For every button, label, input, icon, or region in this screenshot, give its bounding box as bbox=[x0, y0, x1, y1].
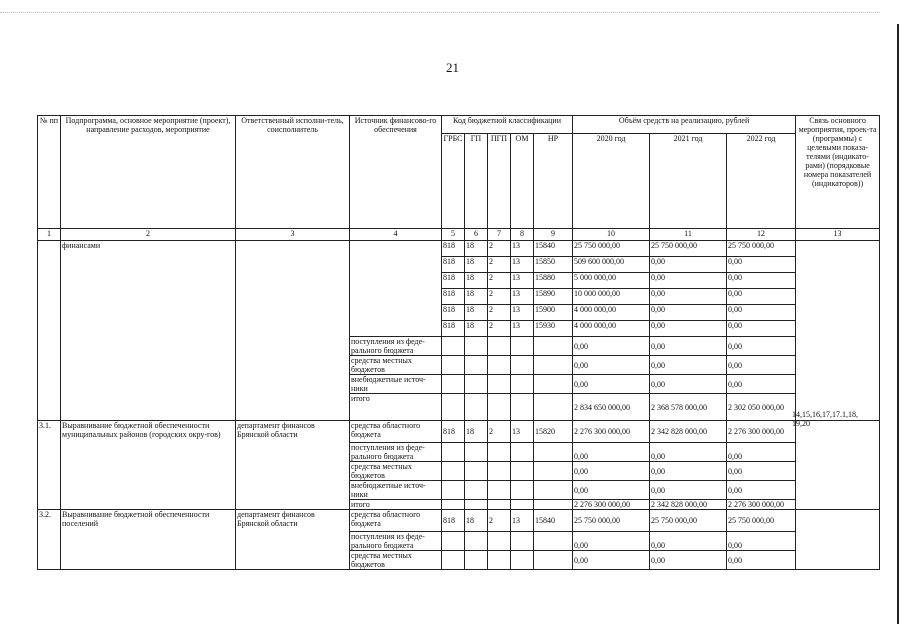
cell-2022: 0,00 bbox=[727, 257, 796, 273]
row-source bbox=[350, 241, 442, 337]
cell-2021: 0,00 bbox=[650, 289, 727, 305]
cell-pgp: 2 bbox=[488, 257, 511, 273]
header-budget-code: Код бюджетной классификации bbox=[442, 116, 573, 134]
cell-gp: 18 bbox=[465, 257, 488, 273]
cell-source: итого bbox=[350, 394, 442, 421]
col-num: 8 bbox=[511, 229, 534, 241]
cell-2021: 2 342 828 000,00 bbox=[650, 421, 727, 443]
cell-2021: 0,00 bbox=[650, 257, 727, 273]
cell-pgp: 2 bbox=[488, 241, 511, 257]
scan-edge-right bbox=[897, 24, 899, 624]
cell-source: средства местных бюджетов bbox=[350, 551, 442, 570]
cell-2022: 25 750 000,00 bbox=[727, 241, 796, 257]
cell-om: 13 bbox=[511, 289, 534, 305]
cell-source: внебюджетные источ-ники bbox=[350, 481, 442, 500]
cell-2021: 0,00 bbox=[650, 443, 727, 462]
cell-om: 13 bbox=[511, 305, 534, 321]
cell-2021: 0,00 bbox=[650, 481, 727, 500]
row-program: финансами bbox=[61, 241, 236, 421]
cell-2021: 25 750 000,00 bbox=[650, 241, 727, 257]
cell-source: средства областного бюджета bbox=[350, 510, 442, 532]
col-num: 9 bbox=[534, 229, 573, 241]
cell-gp: 18 bbox=[465, 289, 488, 305]
cell-gp: 18 bbox=[465, 305, 488, 321]
cell-grbs: 818 bbox=[442, 510, 465, 532]
cell-source: внебюджетные источ-ники bbox=[350, 375, 442, 394]
cell-om: 13 bbox=[511, 273, 534, 289]
cell-source: средства местных бюджетов bbox=[350, 462, 442, 481]
header-gp: ГП bbox=[465, 134, 488, 229]
cell-om: 13 bbox=[511, 241, 534, 257]
cell-source: средства местных бюджетов bbox=[350, 356, 442, 375]
header-pgp: ПГП bbox=[488, 134, 511, 229]
row-program: Выравнивание бюджетной обеспеченности поселений bbox=[61, 510, 236, 570]
cell-2022-total: 2 276 300 000,00 bbox=[727, 500, 796, 510]
col-num: 6 bbox=[465, 229, 488, 241]
cell-2020: 5 000 000,00 bbox=[573, 273, 650, 289]
cell-2021: 0,00 bbox=[650, 305, 727, 321]
cell-pgp: 2 bbox=[488, 421, 511, 443]
cell-nr: 15930 bbox=[534, 321, 573, 337]
col-num: 13 bbox=[796, 229, 880, 241]
scan-edge-top bbox=[0, 12, 880, 13]
cell-2022: 0,00 bbox=[727, 289, 796, 305]
cell-nr: 15850 bbox=[534, 257, 573, 273]
col-num: 7 bbox=[488, 229, 511, 241]
cell-pgp: 2 bbox=[488, 289, 511, 305]
cell-om: 13 bbox=[511, 421, 534, 443]
cell-link bbox=[796, 510, 880, 570]
cell-grbs: 818 bbox=[442, 273, 465, 289]
header-2020: 2020 год bbox=[573, 134, 650, 229]
col-num: 2 bbox=[61, 229, 236, 241]
cell-2020: 0,00 bbox=[573, 375, 650, 394]
link-indicators: 14,15,16,17,17.1,18, 19,20 bbox=[792, 410, 858, 428]
row-responsible bbox=[236, 241, 350, 421]
row-program: Выравнивание бюджетной обеспеченности муниципальных районов (городских окру-гов) bbox=[61, 421, 236, 510]
cell-2022: 0,00 bbox=[727, 356, 796, 375]
cell-gp: 18 bbox=[465, 421, 488, 443]
header-link: Связь основного мероприятия, проек-та (программы) с целевыми показа-телями (индикато-рами) (порядковые номера показателей (индикаторов)) bbox=[796, 116, 880, 229]
header-program: Подпрограмма, основное мероприятие (проект), направление расходов, мероприятие bbox=[61, 116, 236, 229]
cell-om: 13 bbox=[511, 510, 534, 532]
col-num: 10 bbox=[573, 229, 650, 241]
column-numbers-row bbox=[38, 229, 880, 241]
cell-gp: 18 bbox=[465, 273, 488, 289]
cell-2020: 10 000 000,00 bbox=[573, 289, 650, 305]
row-no: 3.2. bbox=[38, 510, 61, 570]
cell-2022: 0,00 bbox=[727, 481, 796, 500]
table-row bbox=[38, 510, 880, 532]
cell-2021: 0,00 bbox=[650, 551, 727, 570]
page-number: 21 bbox=[446, 60, 459, 75]
cell-2022: 0,00 bbox=[727, 273, 796, 289]
cell-nr: 15840 bbox=[534, 510, 573, 532]
budget-table bbox=[37, 115, 880, 570]
cell-2021: 0,00 bbox=[650, 532, 727, 551]
cell-2020: 0,00 bbox=[573, 443, 650, 462]
cell-2021: 0,00 bbox=[650, 462, 727, 481]
cell-nr: 15840 bbox=[534, 241, 573, 257]
cell-2020: 4 000 000,00 bbox=[573, 321, 650, 337]
cell-2020: 0,00 bbox=[573, 356, 650, 375]
header-2022: 2022 год bbox=[727, 134, 796, 229]
cell-2021: 0,00 bbox=[650, 375, 727, 394]
header-volume: Объём средств на реализацию, рублей bbox=[573, 116, 796, 134]
cell-2022: 2 276 300 000,00 bbox=[727, 421, 796, 443]
cell-grbs: 818 bbox=[442, 421, 465, 443]
table-row bbox=[38, 421, 880, 443]
table-row bbox=[38, 241, 880, 257]
header-om: ОМ bbox=[511, 134, 534, 229]
cell-pgp: 2 bbox=[488, 510, 511, 532]
cell-source: средства областного бюджета bbox=[350, 421, 442, 443]
cell-grbs: 818 bbox=[442, 257, 465, 273]
cell-grbs: 818 bbox=[442, 241, 465, 257]
cell-2022: 0,00 bbox=[727, 551, 796, 570]
cell-nr: 15900 bbox=[534, 305, 573, 321]
header-grbs: ГРБС bbox=[442, 134, 465, 229]
cell-gp: 18 bbox=[465, 241, 488, 257]
cell-grbs: 818 bbox=[442, 321, 465, 337]
cell-2021: 0,00 bbox=[650, 337, 727, 356]
cell-om: 13 bbox=[511, 257, 534, 273]
cell-nr: 15880 bbox=[534, 273, 573, 289]
col-num: 1 bbox=[38, 229, 61, 241]
cell-2022: 0,00 bbox=[727, 337, 796, 356]
cell-2020: 0,00 bbox=[573, 551, 650, 570]
cell-2021: 25 750 000,00 bbox=[650, 510, 727, 532]
cell-gp: 18 bbox=[465, 321, 488, 337]
cell-2022: 25 750 000,00 bbox=[727, 510, 796, 532]
row-no bbox=[38, 241, 61, 421]
cell-pgp: 2 bbox=[488, 273, 511, 289]
cell-2020: 25 750 000,00 bbox=[573, 510, 650, 532]
cell-2020: 0,00 bbox=[573, 462, 650, 481]
cell-2020: 4 000 000,00 bbox=[573, 305, 650, 321]
header-2021: 2021 год bbox=[650, 134, 727, 229]
cell-2021-total: 2 368 578 000,00 bbox=[650, 394, 727, 421]
cell-nr: 15890 bbox=[534, 289, 573, 305]
row-no: 3.1. bbox=[38, 421, 61, 510]
header-no: № пп bbox=[38, 116, 61, 229]
col-num: 12 bbox=[727, 229, 796, 241]
cell-2022: 0,00 bbox=[727, 321, 796, 337]
cell-2020-total: 2 276 300 000,00 bbox=[573, 500, 650, 510]
cell-2021: 0,00 bbox=[650, 273, 727, 289]
cell-2022: 0,00 bbox=[727, 375, 796, 394]
cell-2022-total: 2 302 050 000,00 bbox=[727, 394, 796, 421]
cell-2020: 0,00 bbox=[573, 337, 650, 356]
col-num: 5 bbox=[442, 229, 465, 241]
cell-2022: 0,00 bbox=[727, 462, 796, 481]
cell-2020: 0,00 bbox=[573, 481, 650, 500]
cell-source: поступления из феде-рального бюджета bbox=[350, 337, 442, 356]
cell-2021-total: 2 342 828 000,00 bbox=[650, 500, 727, 510]
col-num: 4 bbox=[350, 229, 442, 241]
col-num: 3 bbox=[236, 229, 350, 241]
cell-link bbox=[796, 241, 880, 421]
cell-source: итого bbox=[350, 500, 442, 510]
header-nr: НР bbox=[534, 134, 573, 229]
cell-2022: 0,00 bbox=[727, 443, 796, 462]
cell-2020-total: 2 834 650 000,00 bbox=[573, 394, 650, 421]
cell-2021: 0,00 bbox=[650, 321, 727, 337]
cell-nr: 15820 bbox=[534, 421, 573, 443]
cell-link bbox=[796, 421, 880, 510]
col-num: 11 bbox=[650, 229, 727, 241]
header-responsible: Ответственный исполни-тель, соисполнитель bbox=[236, 116, 350, 229]
cell-2020: 25 750 000,00 bbox=[573, 241, 650, 257]
cell-2021: 0,00 bbox=[650, 356, 727, 375]
row-responsible: департамент финансов Брянской области bbox=[236, 421, 350, 510]
cell-2020: 0,00 bbox=[573, 532, 650, 551]
header-source: Источник финансово-го обеспечения bbox=[350, 116, 442, 229]
row-responsible: департамент финансов Брянской области bbox=[236, 510, 350, 570]
cell-2020: 2 276 300 000,00 bbox=[573, 421, 650, 443]
cell-pgp: 2 bbox=[488, 305, 511, 321]
cell-om: 13 bbox=[511, 321, 534, 337]
cell-source: поступления из феде-рального бюджета bbox=[350, 532, 442, 551]
cell-source: поступления из феде-рального бюджета bbox=[350, 443, 442, 462]
cell-grbs: 818 bbox=[442, 289, 465, 305]
table-header-row bbox=[38, 116, 880, 134]
cell-gp: 18 bbox=[465, 510, 488, 532]
cell-grbs: 818 bbox=[442, 305, 465, 321]
cell-2020: 509 600 000,00 bbox=[573, 257, 650, 273]
cell-2022: 0,00 bbox=[727, 532, 796, 551]
cell-2022: 0,00 bbox=[727, 305, 796, 321]
cell-pgp: 2 bbox=[488, 321, 511, 337]
